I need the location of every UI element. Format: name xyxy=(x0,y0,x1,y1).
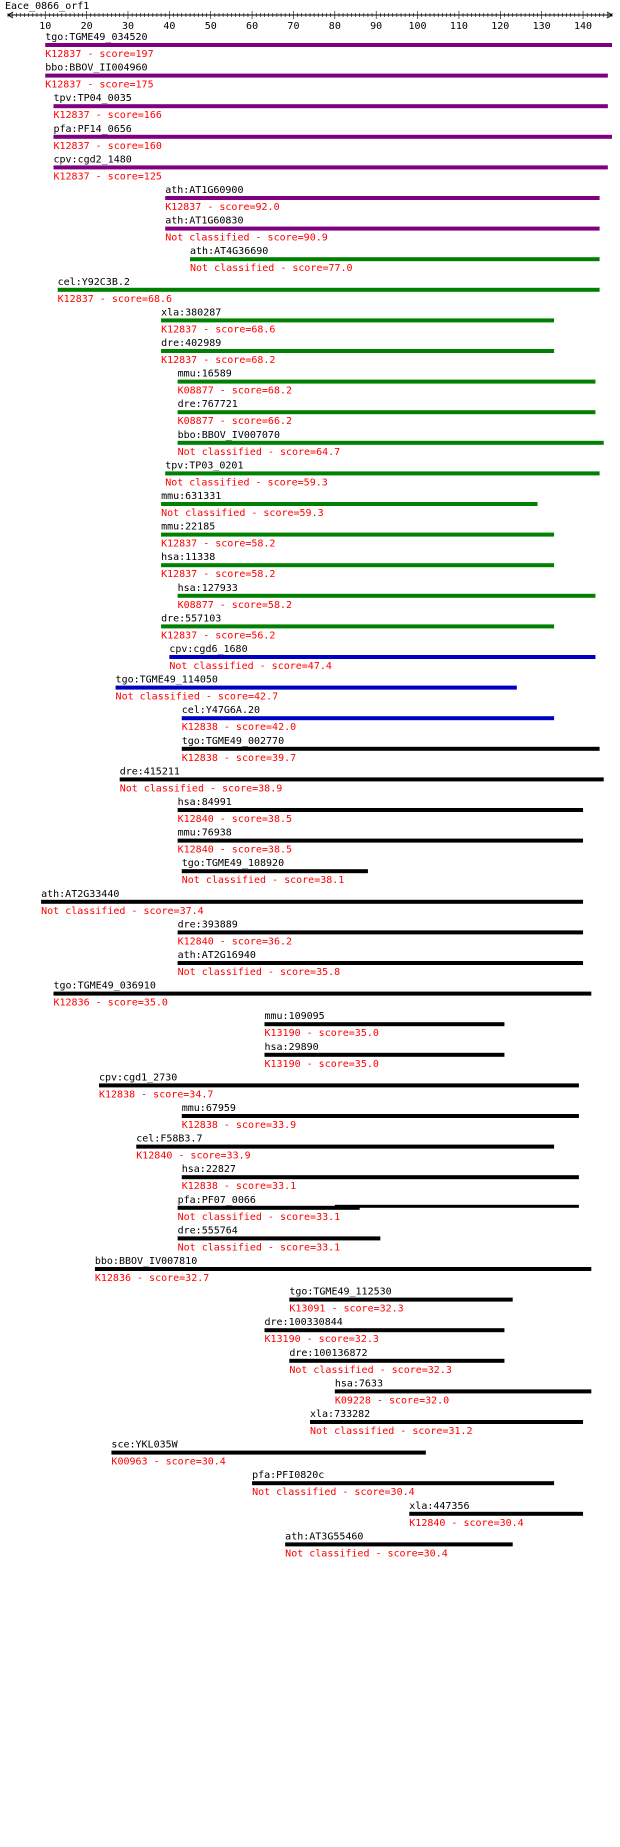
hit-row[interactable] xyxy=(54,154,608,182)
hit-bar xyxy=(95,1267,591,1271)
hit-row[interactable] xyxy=(120,766,604,794)
hit-score-label[interactable]: K13190 - score=32.3 xyxy=(264,1334,379,1346)
hit-score-label[interactable]: Not classified - score=90.9 xyxy=(165,232,328,244)
hit-row[interactable] xyxy=(45,63,608,91)
hit-bar xyxy=(54,135,612,139)
ruler-tick-label: 60 xyxy=(246,21,259,32)
hit-list xyxy=(41,32,612,1559)
hit-row[interactable] xyxy=(178,828,583,856)
hit-bar xyxy=(285,1542,513,1546)
ruler-tick-label: 50 xyxy=(204,21,217,32)
hit-score-label[interactable]: K12837 - score=68.6 xyxy=(161,324,276,336)
hit-bar xyxy=(54,992,592,996)
hit-bar xyxy=(45,74,608,78)
hit-bar xyxy=(289,1359,504,1363)
hit-name-label[interactable]: ath:AT4G36690 xyxy=(190,246,269,258)
hit-score-label[interactable]: K12840 - score=36.2 xyxy=(177,936,293,948)
hit-name-label[interactable]: hsa:29890 xyxy=(264,1041,319,1053)
hit-score-label[interactable]: K12840 - score=30.4 xyxy=(409,1517,524,1529)
hit-bar xyxy=(120,777,604,781)
hit-score-label[interactable]: K12837 - score=68.6 xyxy=(57,293,173,305)
hit-score-label[interactable]: K12838 - score=39.7 xyxy=(181,752,297,764)
hit-score-label[interactable]: Not classified - score=32.3 xyxy=(289,1364,452,1376)
hit-row[interactable] xyxy=(58,277,600,305)
hit-row[interactable] xyxy=(190,246,600,274)
hit-bar xyxy=(182,1175,579,1179)
hit-bar xyxy=(161,533,554,537)
hit-score-label[interactable]: K13190 - score=35.0 xyxy=(264,1058,379,1070)
hit-row[interactable] xyxy=(182,705,554,733)
hit-name-label[interactable]: hsa:22827 xyxy=(181,1164,236,1176)
hit-name-label[interactable]: cpv:cgd2_1480 xyxy=(53,154,132,166)
hit-bar xyxy=(54,165,608,169)
hit-name-label[interactable]: cpv:cgd6_1680 xyxy=(169,644,248,655)
hit-score-label[interactable]: K12837 - score=197 xyxy=(45,49,154,60)
ruler-tick-label: 10 xyxy=(39,21,52,32)
hit-score-label[interactable]: Not classified - score=47.4 xyxy=(169,661,332,672)
hit-row[interactable] xyxy=(264,1011,504,1039)
hit-bar xyxy=(264,1328,504,1332)
hit-row[interactable] xyxy=(264,1042,504,1070)
hit-bar xyxy=(41,900,583,904)
hit-bar xyxy=(178,441,604,445)
hit-name-label[interactable]: dre:555764 xyxy=(177,1225,238,1237)
ruler-tick-label: 130 xyxy=(532,21,551,32)
hit-row[interactable] xyxy=(165,216,599,244)
hit-score-label[interactable]: K08877 - score=68.2 xyxy=(177,385,293,397)
hit-score-label[interactable]: Not classified - score=37.4 xyxy=(41,905,204,917)
hit-score-label[interactable]: Not classified - score=64.7 xyxy=(177,446,341,458)
hit-row[interactable] xyxy=(178,1195,579,1223)
hit-row[interactable] xyxy=(182,736,600,764)
hit-score-label[interactable]: K12836 - score=35.0 xyxy=(53,997,168,1009)
hit-bar xyxy=(182,716,554,720)
hit-bar xyxy=(136,1145,554,1149)
hit-row[interactable] xyxy=(161,522,554,550)
hit-name-label[interactable]: bbo:BBOV_IV007810 xyxy=(94,1256,198,1267)
hit-name-label[interactable]: mmu:16589 xyxy=(177,368,232,380)
hit-row[interactable] xyxy=(111,1440,425,1468)
hit-row[interactable] xyxy=(161,338,554,366)
hit-name-label[interactable]: hsa:127933 xyxy=(177,582,238,594)
hit-bar xyxy=(165,196,599,200)
hit-name-label[interactable]: tpv:TP03_0201 xyxy=(165,460,244,472)
hit-row[interactable] xyxy=(182,1103,579,1131)
hit-row[interactable] xyxy=(161,491,537,519)
hit-row[interactable] xyxy=(409,1501,583,1529)
hit-score-label[interactable]: Not classified - score=77.0 xyxy=(190,263,353,275)
hit-name-label[interactable]: cel:Y92C3B.2 xyxy=(57,276,130,288)
hit-bar xyxy=(161,349,554,353)
hit-score-label[interactable]: K12837 - score=58.2 xyxy=(161,538,276,550)
hit-score-label[interactable]: K12838 - score=34.7 xyxy=(99,1089,214,1101)
hit-name-label[interactable]: pfa:PFI0820c xyxy=(252,1470,325,1482)
hit-row[interactable] xyxy=(99,1072,579,1100)
hit-row[interactable] xyxy=(335,1378,591,1406)
hit-bar xyxy=(182,747,600,751)
hit-name-label[interactable]: hsa:11338 xyxy=(161,552,216,564)
hit-name-label[interactable]: pfa:PF14_0656 xyxy=(53,123,132,135)
hit-row[interactable] xyxy=(54,981,592,1009)
hit-name-label[interactable]: hsa:84991 xyxy=(177,797,232,808)
hit-bar xyxy=(178,961,583,965)
hit-name-label[interactable]: dre:767721 xyxy=(177,399,238,411)
hit-bar xyxy=(289,1298,512,1302)
hit-name-label[interactable]: sce:YKL035W xyxy=(111,1439,178,1451)
hit-score-label[interactable]: K12840 - score=33.9 xyxy=(136,1150,251,1162)
hit-name-label[interactable]: ath:AT2G33440 xyxy=(41,888,120,900)
hit-row[interactable] xyxy=(54,124,612,152)
hit-score-label[interactable]: K12837 - score=68.2 xyxy=(161,355,276,366)
ruler-tick-label: 140 xyxy=(574,21,593,32)
hit-bar xyxy=(178,380,596,384)
hit-name-label[interactable]: hsa:7633 xyxy=(334,1378,383,1390)
hit-row[interactable] xyxy=(165,185,599,213)
hit-score-label[interactable]: K12837 - score=125 xyxy=(53,171,162,183)
hit-row[interactable] xyxy=(136,1134,554,1162)
hit-name-label[interactable]: mmu:67959 xyxy=(181,1103,236,1114)
hit-row[interactable] xyxy=(310,1409,583,1437)
hit-name-label[interactable]: dre:100330844 xyxy=(264,1317,343,1329)
hit-bar xyxy=(99,1083,579,1087)
hit-bar xyxy=(161,563,554,567)
hit-row[interactable] xyxy=(252,1470,554,1498)
ruler-tick-label: 30 xyxy=(121,21,134,32)
hit-score-label[interactable]: K12840 - score=38.5 xyxy=(177,844,293,856)
query-title: Eace_0866_orf1 xyxy=(5,1,90,12)
hit-score-label[interactable]: K13190 - score=35.0 xyxy=(264,1028,379,1040)
hit-bar xyxy=(178,808,583,812)
hit-score-label[interactable]: Not classified - score=33.1 xyxy=(177,1242,341,1254)
hit-row[interactable] xyxy=(285,1531,513,1559)
hit-row[interactable] xyxy=(161,307,554,335)
hit-score-label[interactable]: K12837 - score=160 xyxy=(53,140,162,152)
hit-bar xyxy=(182,1114,579,1118)
hit-name-label[interactable]: mmu:76938 xyxy=(177,827,232,839)
hit-bar xyxy=(178,930,583,934)
hit-bar xyxy=(116,686,517,690)
hit-name-label[interactable]: mmu:631331 xyxy=(161,491,222,502)
ruler-tick-label: 110 xyxy=(449,21,468,32)
hit-score-label[interactable]: K12838 - score=33.1 xyxy=(181,1181,297,1193)
hit-name-label[interactable]: tgo:TGME49_108920 xyxy=(181,858,285,870)
hit-score-label[interactable]: K12838 - score=42.0 xyxy=(181,722,297,734)
hit-row[interactable] xyxy=(161,552,554,580)
hit-score-label[interactable]: Not classified - score=31.2 xyxy=(310,1426,473,1437)
hit-row[interactable] xyxy=(178,797,583,825)
ruler-tick-label: 40 xyxy=(163,21,176,32)
hit-score-label[interactable]: K09228 - score=32.0 xyxy=(334,1395,450,1407)
hit-score-label[interactable]: K12837 - score=56.2 xyxy=(161,630,276,642)
hit-score-label[interactable]: Not classified - score=38.1 xyxy=(181,875,345,887)
hit-name-label[interactable]: cpv:cgd1_2730 xyxy=(99,1072,178,1084)
hit-score-label[interactable]: K00963 - score=30.4 xyxy=(111,1456,226,1468)
hit-bar xyxy=(335,1389,591,1393)
hit-row[interactable] xyxy=(178,369,596,397)
hit-name-label[interactable]: ath:AT1G60830 xyxy=(165,215,244,227)
hit-name-label[interactable]: bbo:BBOV_IV007070 xyxy=(177,429,280,441)
hit-bar xyxy=(264,1053,504,1057)
hit-bar xyxy=(409,1512,583,1516)
ruler-tick-label: 100 xyxy=(408,21,427,32)
ruler-tick-label: 80 xyxy=(328,21,341,32)
hit-bar-extra xyxy=(335,1205,579,1208)
hit-bar xyxy=(310,1420,583,1424)
hit-name-label[interactable]: ath:AT1G60900 xyxy=(165,185,244,196)
hit-bar xyxy=(45,43,612,47)
hit-row[interactable] xyxy=(116,675,517,703)
hit-score-label[interactable]: K13091 - score=32.3 xyxy=(289,1303,404,1315)
hit-score-label[interactable]: K12837 - score=175 xyxy=(45,79,154,91)
hit-bar xyxy=(190,257,600,261)
hit-row[interactable] xyxy=(178,583,596,611)
ruler-tick-label: 90 xyxy=(370,21,383,32)
hit-score-label[interactable]: Not classified - score=30.4 xyxy=(252,1487,415,1499)
hit-bar xyxy=(165,227,599,231)
ruler-axis xyxy=(8,11,612,32)
ruler-tick-label: 120 xyxy=(491,21,510,32)
hit-bar xyxy=(264,1022,504,1026)
hit-bar xyxy=(178,1236,381,1240)
hit-row[interactable] xyxy=(264,1317,504,1345)
hit-name-label[interactable]: pfa:PF07_0066 xyxy=(177,1194,256,1206)
hit-bar xyxy=(165,471,599,475)
hit-score-label[interactable]: Not classified - score=42.7 xyxy=(115,691,279,703)
hit-name-label[interactable]: dre:393889 xyxy=(177,919,238,931)
hit-bar xyxy=(178,839,583,843)
hit-score-label[interactable]: Not classified - score=38.9 xyxy=(119,783,283,795)
hit-row[interactable] xyxy=(289,1287,512,1315)
hit-bar xyxy=(182,869,368,873)
hit-score-label[interactable]: K12838 - score=33.9 xyxy=(181,1120,297,1131)
hit-name-label[interactable]: bbo:BBOV_II004960 xyxy=(45,62,148,74)
hit-bar xyxy=(178,410,596,414)
ruler-tick-label: 70 xyxy=(287,21,300,32)
hit-score-label[interactable]: K12836 - score=32.7 xyxy=(94,1273,210,1284)
hit-bar xyxy=(111,1451,425,1455)
hit-score-label[interactable]: K12837 - score=92.0 xyxy=(165,202,280,213)
hit-name-label[interactable]: cel:Y47G6A.20 xyxy=(181,705,261,717)
hit-score-label[interactable]: K12840 - score=38.5 xyxy=(177,814,293,825)
hit-bar xyxy=(161,318,554,322)
hit-score-label[interactable]: Not classified - score=59.3 xyxy=(165,477,328,489)
hit-name-label[interactable]: dre:415211 xyxy=(119,766,180,778)
hit-row[interactable] xyxy=(182,858,368,886)
hit-name-label[interactable]: tgo:TGME49_112530 xyxy=(289,1286,392,1298)
hit-name-label[interactable]: cel:F58B3.7 xyxy=(136,1133,203,1145)
hit-name-label[interactable]: dre:100136872 xyxy=(289,1347,368,1359)
hit-score-label[interactable]: K12837 - score=58.2 xyxy=(161,569,276,581)
hit-name-label[interactable]: mmu:22185 xyxy=(161,521,216,533)
hit-row[interactable] xyxy=(178,1225,381,1253)
hit-row[interactable] xyxy=(165,460,599,488)
hit-bar xyxy=(54,104,608,108)
hit-name-label[interactable]: dre:402989 xyxy=(161,338,222,349)
hit-score-label[interactable]: K08877 - score=58.2 xyxy=(177,599,293,611)
hit-name-label[interactable]: mmu:109095 xyxy=(264,1011,325,1023)
hit-score-label[interactable]: K12837 - score=166 xyxy=(53,110,162,122)
hit-score-label[interactable]: Not classified - score=30.4 xyxy=(285,1548,448,1560)
hit-row[interactable] xyxy=(178,950,583,978)
hit-name-label[interactable]: tgo:TGME49_036910 xyxy=(53,980,156,992)
ruler-tick-label: 20 xyxy=(80,21,93,32)
hit-name-label[interactable]: ath:AT2G16940 xyxy=(177,950,256,961)
hit-name-label[interactable]: xla:733282 xyxy=(310,1409,371,1420)
hit-name-label[interactable]: ath:AT3G55460 xyxy=(285,1531,364,1543)
hit-bar xyxy=(178,1206,360,1210)
hit-score-label[interactable]: Not classified - score=35.8 xyxy=(177,967,341,978)
hit-row[interactable] xyxy=(182,1164,579,1192)
hit-name-label[interactable]: tgo:TGME49_034520 xyxy=(45,32,148,43)
hit-score-label[interactable]: Not classified - score=33.1 xyxy=(177,1211,341,1223)
hit-row[interactable] xyxy=(161,613,554,641)
hit-bar xyxy=(161,624,554,628)
hit-row[interactable] xyxy=(178,919,583,947)
hit-row[interactable] xyxy=(45,32,612,60)
hit-score-label[interactable]: Not classified - score=59.3 xyxy=(161,508,324,519)
hit-bar xyxy=(252,1481,554,1485)
hit-bar xyxy=(178,594,596,598)
hit-row[interactable] xyxy=(169,644,595,672)
hit-row[interactable] xyxy=(178,399,596,427)
hit-bar xyxy=(58,288,600,292)
hit-row[interactable] xyxy=(95,1256,591,1284)
hit-name-label[interactable]: tpv:TP04_0035 xyxy=(53,93,132,105)
hit-row[interactable] xyxy=(41,889,583,917)
hit-name-label[interactable]: tgo:TGME49_002770 xyxy=(181,735,285,747)
hit-row[interactable] xyxy=(178,430,604,458)
hit-name-label[interactable]: tgo:TGME49_114050 xyxy=(115,674,218,686)
hit-name-label[interactable]: dre:557103 xyxy=(161,613,222,625)
hit-score-label[interactable]: K08877 - score=66.2 xyxy=(177,416,293,428)
hit-bar xyxy=(161,502,537,506)
hit-name-label[interactable]: xla:380287 xyxy=(161,307,222,319)
hit-row[interactable] xyxy=(54,93,608,121)
hit-bar xyxy=(169,655,595,659)
hit-row[interactable] xyxy=(289,1348,504,1376)
hit-name-label[interactable]: xla:447356 xyxy=(409,1500,470,1512)
